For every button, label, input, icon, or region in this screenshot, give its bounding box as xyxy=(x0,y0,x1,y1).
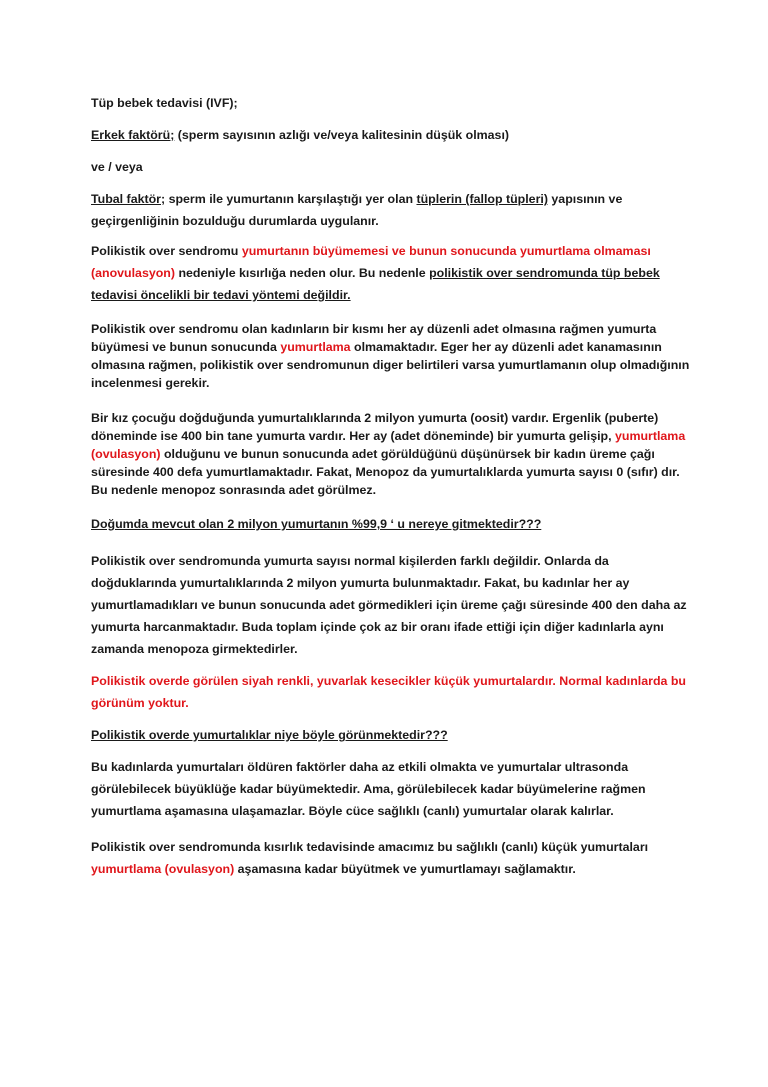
highlighted-text: yumurtlama (ovulasyon) xyxy=(91,429,686,461)
text: Polikistik over sendromu xyxy=(91,244,242,258)
highlighted-text: yumurtlama (ovulasyon) xyxy=(91,862,235,876)
paragraph-dwarf-eggs xyxy=(91,756,691,822)
text: ; sperm ile yumurtanın karşılaştığı yer olan xyxy=(161,192,417,206)
paragraph-egg-count xyxy=(91,409,691,499)
paragraph-and-or xyxy=(91,156,691,178)
underlined-term: Erkek faktörü; xyxy=(91,128,175,142)
paragraph-pcos-intro xyxy=(91,240,691,306)
question-heading-2 xyxy=(91,724,691,746)
text: Bir kız çocuğu doğduğunda yumurtalıklarında 2 milyon yumurta (oosit) vardır. Ergenlik (puberte) döneminde ise 400 bin tane yumurta vardır. Her ay (adet döneminde) bir yumurta gelişip, xyxy=(91,411,659,443)
text: Polikistik over sendromu olan kadınların bir kısmı her ay düzenli adet olmasına rağmen yumurta büyümesi ve bunun sonucunda xyxy=(91,322,657,354)
highlighted-text: yumurtlama xyxy=(280,340,351,354)
paragraph-regular-cycle xyxy=(91,320,691,392)
text: nedeniyle kısırlığa neden olur. Bu nedenle xyxy=(175,266,430,280)
paragraph-male-factor xyxy=(91,124,691,146)
highlighted-text: Polikistik overde görülen siyah renkli, yuvarlak kesecikler küçük yumurtalardır. Normal kadınlarda bu görünüm yoktur. xyxy=(91,674,686,710)
underlined-term: tüplerin (fallop tüpleri) xyxy=(416,192,548,206)
document-page xyxy=(91,92,691,880)
text: Doğumda mevcut olan 2 milyon yumurtanın %99,9 ‘ u nereye gitmektedir??? xyxy=(91,517,542,531)
heading-ivf xyxy=(91,92,691,114)
question-heading-1 xyxy=(91,515,691,533)
text: yapısının ve geçirgenliğinin bozulduğu durumlarda uygulanır. xyxy=(91,192,623,228)
paragraph-pcos-egg-count xyxy=(91,550,691,660)
underlined-text: polikistik over sendromunda tüp bebek tedavisi öncelikli bir tedavi yöntemi değildir. xyxy=(91,266,660,302)
highlighted-text: yumurtanın büyümemesi ve bunun sonucunda yumurtlama olmaması (anovulasyon) xyxy=(91,244,651,280)
text: Bu kadınlarda yumurtaları öldüren faktörler daha az etkili olmakta ve yumurtalar ultrasonda görülebilecek büyüklüğe kadar büyümektedir. Ama, görülebilecek kadar büyümelerine rağmen yumurtlama aşamasına ulaşamazlar. Böyle cüce sağlıklı (canlı) yumurtalar olarak kalırlar. xyxy=(91,760,646,818)
text: Polikistik over sendromunda yumurta sayısı normal kişilerden farklı değildir. Onlarda da doğduklarında yumurtalıklarında 2 milyon yumurta bulunmaktadır. Fakat, bu kadınlar her ay yumurtlamadıkları ve bunun sonucunda adet görmedikleri için üreme çağı süresinde 400 den daha az yumurta harcanmaktadır. Buda toplam içinde çok az bir oranı ifade ettiği için diğer kadınlarla aynı zamanda menopoza girmektedirler. xyxy=(91,554,687,656)
paragraph-treatment-goal xyxy=(91,836,691,880)
text: olmamaktadır. Eger her ay düzenli adet kanamasının olmasına rağmen, polikistik over sendromunun diger belirtileri varsa yumurtlamanın olup olmadığının incelenmesi gerekir. xyxy=(91,340,690,390)
text: aşamasına kadar büyütmek ve yumurtlamayı sağlamaktır. xyxy=(234,862,576,876)
text: Polikistik over sendromunda kısırlık tedavisinde amacımız bu sağlıklı (canlı) küçük yumurtaları xyxy=(91,840,649,854)
text: Tüp bebek tedavisi (IVF); xyxy=(91,96,238,110)
text: olduğunu ve bunun sonucunda adet görüldüğünü düşünürsek bir kadın üreme çağı süresinde 400 defa yumurtlamaktadır. Fakat, Menopoz da yumurtalıklarda yumurta sayısı 0 (sıfır) dır. Bu nedenle menopoz sonrasında adet görülmez. xyxy=(91,447,680,497)
text: (sperm sayısının azlığı ve/veya kalitesinin düşük olması) xyxy=(174,128,510,142)
paragraph-red-note xyxy=(91,670,691,714)
paragraph-tubal-factor xyxy=(91,188,691,232)
text: ve / veya xyxy=(91,160,143,174)
text: Polikistik overde yumurtalıklar niye böyle görünmektedir??? xyxy=(91,728,448,742)
underlined-term: Tubal faktör xyxy=(91,192,161,206)
